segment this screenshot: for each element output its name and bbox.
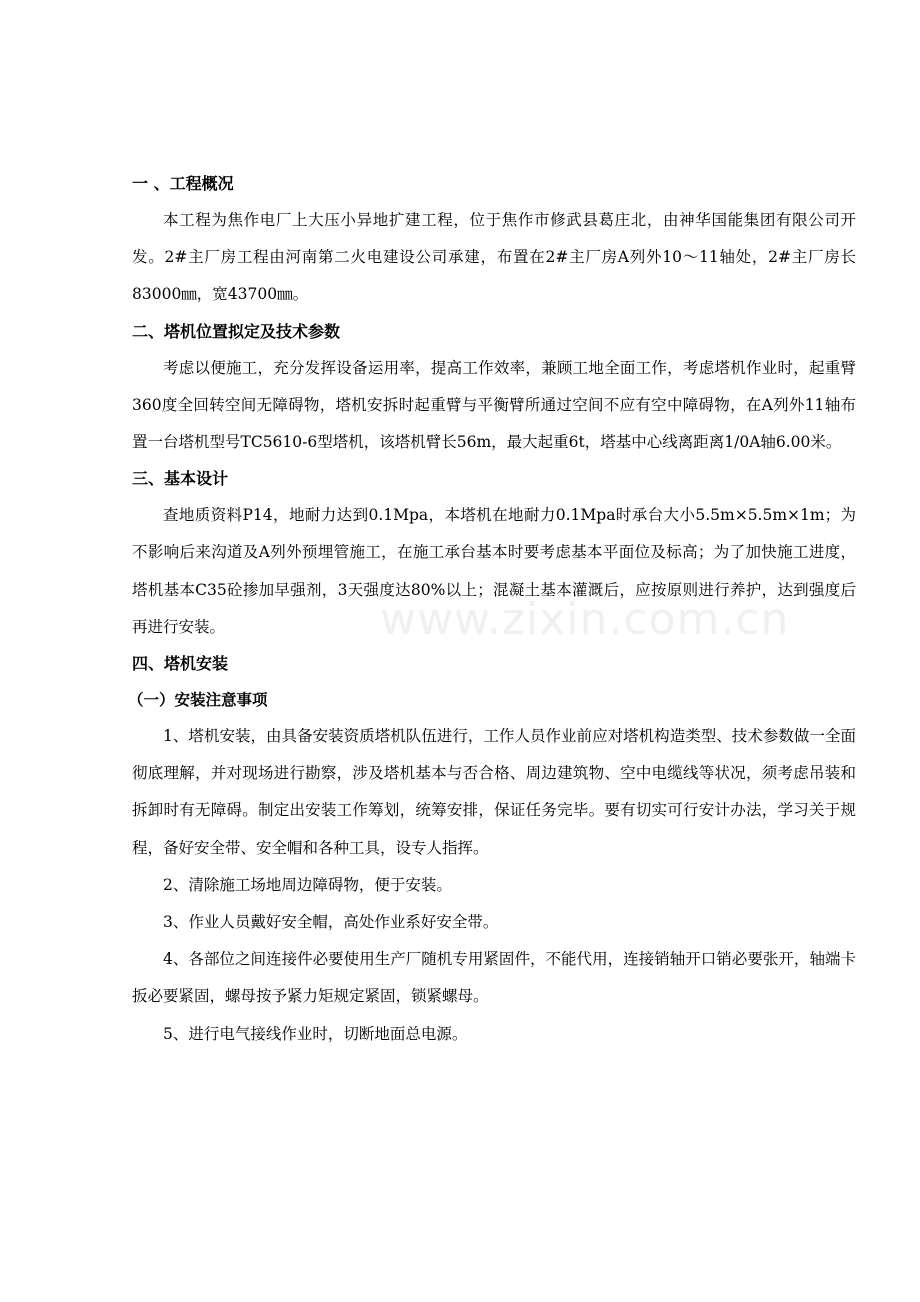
paragraph: 3、作业人员戴好安全帽，高处作业系好安全带。 bbox=[163, 913, 499, 932]
section-project-overview bbox=[132, 168, 856, 314]
section-heading: 一 、工程概况 bbox=[132, 174, 234, 193]
section-heading: 二、塔机位置拟定及技术参数 bbox=[132, 321, 341, 341]
paragraph: 4、各部位之间连接件必要使用生产厂随机专用紧固件，不能代用，连接销轴开口销必要张开，轴端卡扳必要紧固，螺母按予紧力矩规定紧固，锁紧螺母。 bbox=[132, 950, 856, 1006]
sub-heading: （一）安装注意事项 bbox=[128, 691, 268, 710]
paragraph: 5、进行电气接线作业时，切断地面总电源。 bbox=[163, 1024, 468, 1043]
paragraph: 查地质资料P14，地耐力达到0.1Mpa，本塔机在地耐力0.1Mpa时承台大小5.5m×5.5m×1m；为不影响后来沟道及A列外预埋管施工，在施工承台基本时要考虑基本平面位及标高；为了加快施工进度，塔机基本C35砼掺加早强剂，3天强度达80%以上；混凝土基本灌溉后，应按原则进行养护，达到强度后再进行安装。 bbox=[132, 506, 856, 636]
document-page bbox=[128, 168, 856, 1053]
section-foundation-design bbox=[132, 463, 856, 646]
section-heading: 四、塔机安装 bbox=[132, 654, 229, 674]
section-crane-position bbox=[132, 316, 856, 462]
paragraph: 本工程为焦作电厂上大压小异地扩建工程，位于焦作市修武县葛庄北，由神华国能集团有限公司开发。2#主厂房工程由河南第二火电建设公司承建，布置在2#主厂房A列外10～11轴处，2#主厂房长83000㎜，宽43700㎜。 bbox=[132, 211, 856, 304]
section-heading: 三、基本设计 bbox=[132, 469, 229, 489]
paragraph: 1、塔机安装，由具备安装资质塔机队伍进行，工作人员作业前应对塔机构造类型、技术参数做一全面彻底理解，并对现场进行勘察，涉及塔机基本与否合格、周边建筑物、空中电缆线等状况，须考虑吊装和拆卸时有无障碍。制定出安装工作筹划，统筹安排，保证任务完毕。要有切实可行安计办法，学习关于规程，备好安全带、安全帽和各种工具，设专人指挥。 bbox=[132, 727, 856, 857]
watermark: www.zixin.com.cn bbox=[380, 594, 790, 645]
paragraph: 2、清除施工场地周边障碍物，便于安装。 bbox=[163, 875, 452, 894]
paragraph: 考虑以便施工，充分发挥设备运用率，提高工作效率，兼顾工地全面工作，考虑塔机作业时，起重臂360度全回转空间无障碍物，塔机安拆时起重臂与平衡臂所通过空间不应有空中障碍物，在A列外11轴布置一台塔机型号TC5610-6型塔机，该塔机臂长56m，最大起重6t，塔基中心线离距离1/0A轴6.00米。 bbox=[132, 358, 856, 452]
section-crane-installation bbox=[128, 648, 856, 1053]
